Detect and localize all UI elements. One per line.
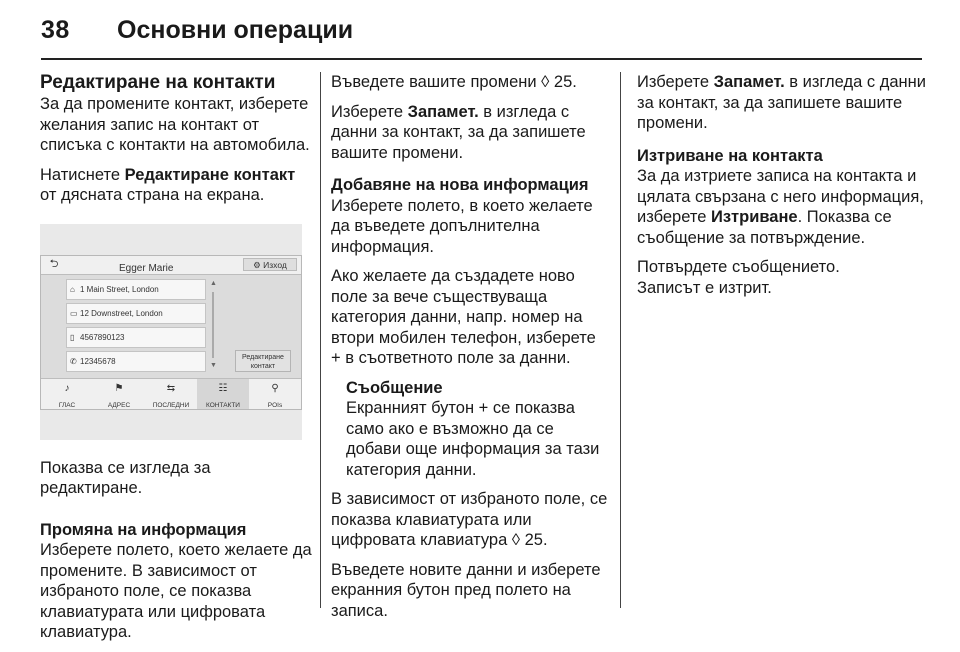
poi-icon: ⚲: [271, 382, 279, 394]
page-number: 38: [41, 16, 70, 44]
recent-icon: ⇆: [166, 382, 176, 394]
section-title-edit-contacts: Редактиране на контакти: [40, 72, 276, 93]
deleted-text: Записът е изтрит.: [637, 278, 772, 297]
scroll-up-icon[interactable]: ▲: [210, 279, 217, 287]
note-text: Екранният бутон + се показва само ако е възможно да се добави още информация за тази категория данни.: [346, 399, 600, 479]
delete-term: Изтриване: [710, 208, 798, 226]
column-divider: [620, 72, 621, 608]
keyboard-paragraph: В зависимост от избраното поле, се показва клавиатурата или цифровата клавиатура ◊ 25.: [331, 490, 608, 549]
column-1: [40, 72, 312, 652]
save-paragraph-2: Изберете Запамет. в изгледа с данни за контакт, за да запишете вашите промени.: [637, 73, 926, 132]
edit-contact-button[interactable]: Редактиране контакт: [235, 350, 291, 372]
create-field-paragraph: Ако желаете да създадете ново поле за вече съществуваща категория данни, напр. номер на втори мобилен телефон, изберете + в съответното поле за данни.: [331, 267, 596, 367]
tab-pois[interactable]: ⚲ POIs: [249, 379, 301, 409]
screen-bottom-tabs: [41, 378, 301, 409]
enter-new-data-paragraph: Въведете новите данни и изберете екранния бутон пред полето на записа.: [331, 560, 601, 620]
exit-button[interactable]: ⚙ Изход: [243, 258, 297, 271]
contact-name: Egger Marie: [119, 262, 174, 274]
infotainment-screen: [40, 255, 302, 410]
work-icon: ▭: [70, 308, 78, 318]
contact-entry-work[interactable]: ▭ 12 Downstreet, London: [66, 303, 206, 324]
delete-paragraph: За да изтриете записа на контакта и цялата свързана с него информация, изберете Изтриване. Показва се съобщение за потвърждение.: [637, 167, 924, 247]
contact-entries-list: [66, 279, 206, 375]
subhead-change-info: Промяна на информация: [40, 520, 247, 539]
header-divider: [41, 58, 922, 60]
tab-address[interactable]: ⚑ АДРЕС: [93, 379, 145, 409]
contacts-icon: ☷: [218, 382, 228, 394]
page-title: Основни операции: [117, 16, 354, 44]
note-box: [331, 378, 609, 481]
tab-recent[interactable]: ⇆ ПОСЛЕДНИ: [145, 379, 197, 409]
mobile-icon: ▯: [70, 332, 75, 342]
column-2: [331, 72, 609, 630]
contact-entry-mobile[interactable]: ▯ 4567890123: [66, 327, 206, 348]
scrollbar[interactable]: [210, 280, 216, 372]
add-info-paragraph: Изберете полето, в което желаете да въведете допълнителна информация.: [331, 196, 593, 256]
intro-paragraph: За да промените контакт, изберете желания запис на контакт от списъка с контакти на автомобила.: [40, 95, 310, 154]
figure-caption: Показва се изгледа за редактиране.: [40, 458, 211, 497]
enter-changes-paragraph: Въведете вашите промени ◊ 25.: [331, 73, 577, 91]
change-info-paragraph: Изберете полето, което желаете да промените. В зависимост от избраното поле, се показва клавиатурата или цифровата клавиатура.: [40, 541, 312, 641]
column-3: [637, 72, 927, 307]
address-icon: ⚑: [114, 382, 124, 394]
contact-screen-figure: [40, 224, 302, 440]
contact-entry-phone[interactable]: ✆ 12345678: [66, 351, 206, 372]
home-icon: ⌂: [70, 284, 75, 294]
page-header: [0, 0, 960, 58]
screen-top-bar: [41, 256, 301, 275]
contact-entry-home[interactable]: ⌂ 1 Main Street, London: [66, 279, 206, 300]
edit-contact-term: Редактиране контакт: [124, 165, 296, 184]
save-paragraph: Изберете Запамет. в изгледа с данни за контакт, за да запишете вашите промени.: [331, 102, 586, 162]
tap-edit-paragraph: Натиснете Редактиране контакт от дясната страна на екрана.: [40, 165, 296, 204]
note-title: Съобщение: [346, 378, 443, 397]
confirm-text: Потвърдете съобщението.: [637, 258, 840, 276]
subhead-add-info: Добавяне на нова информация: [331, 176, 589, 194]
column-divider: [320, 72, 321, 608]
tab-voice[interactable]: ♪ ГЛАС: [41, 379, 93, 409]
tab-contacts[interactable]: ☷ КОНТАКТИ: [197, 379, 249, 409]
scroll-down-icon[interactable]: ▼: [210, 361, 217, 369]
save-term: Запамет.: [407, 102, 479, 121]
phone-icon: ✆: [70, 356, 77, 366]
save-term: Запамет.: [713, 73, 785, 91]
subhead-delete-contact: Изтриване на контакта: [637, 146, 823, 165]
back-arrow-icon[interactable]: ⮌: [49, 257, 59, 270]
voice-icon: ♪: [64, 382, 70, 394]
